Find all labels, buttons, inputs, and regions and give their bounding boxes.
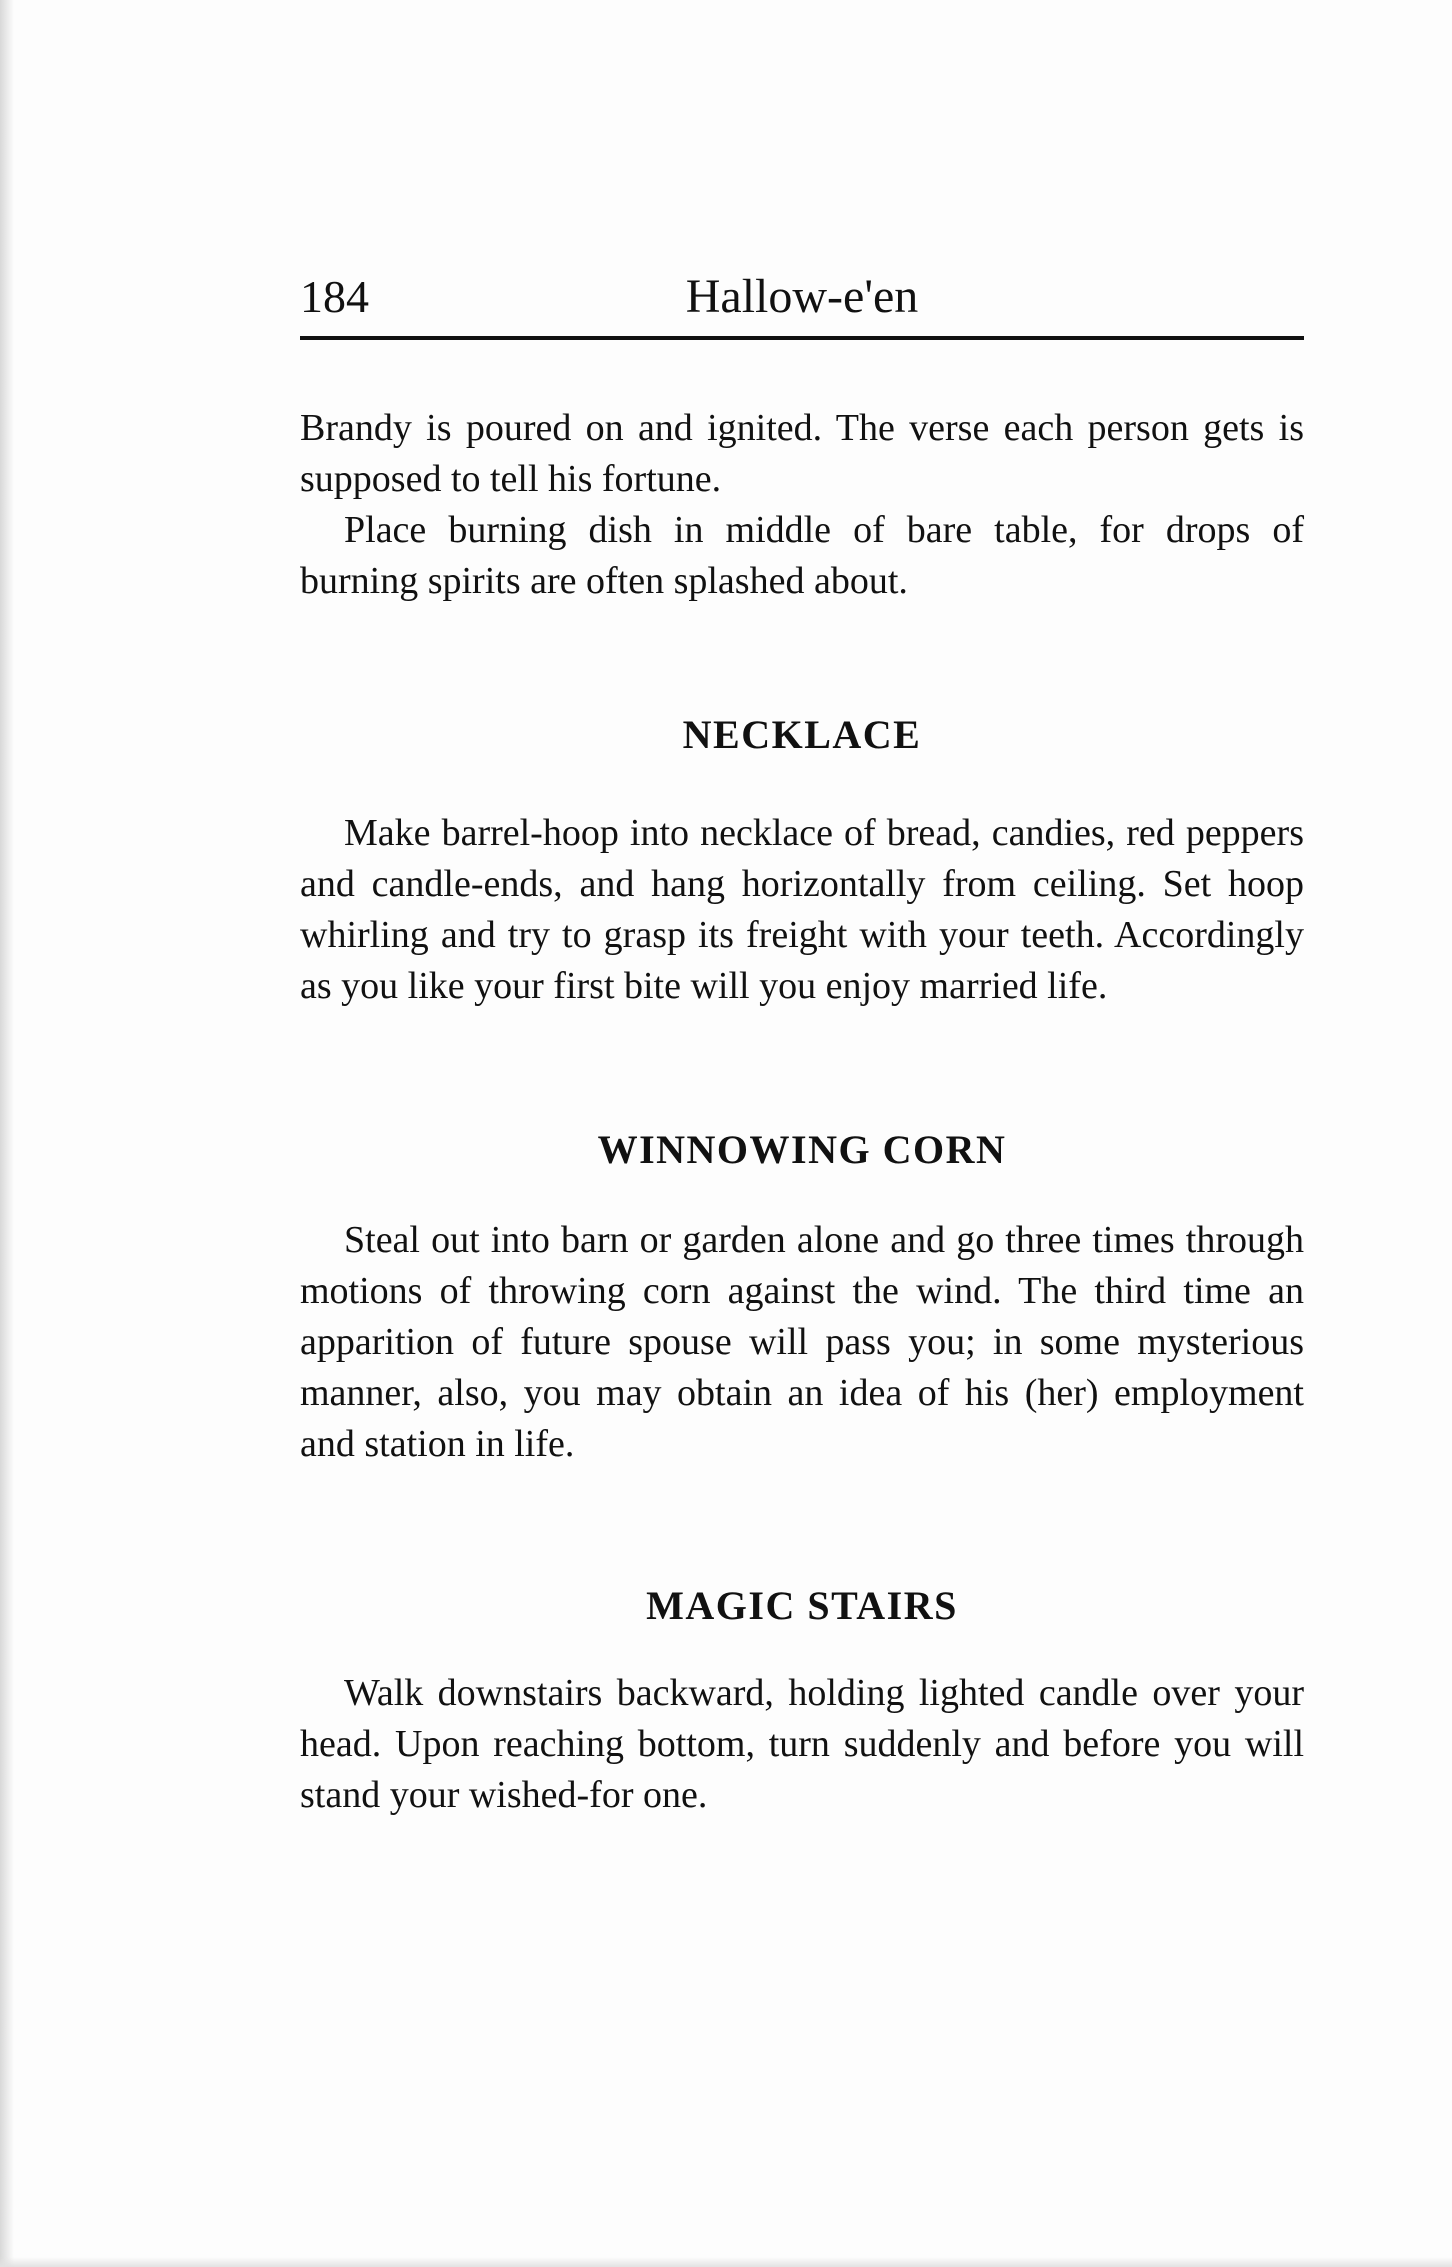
scan-edge-shadow: [0, 0, 14, 2267]
running-title: Hallow-e'en: [685, 270, 919, 323]
section-heading-winnowing-corn: WINNOWING CORN: [597, 1127, 1007, 1172]
magic-stairs-paragraph: Walk downstairs backward, holding lighted candle over your head. Upon reaching bottom, turn suddenly and before you will stand your wished-for one.: [300, 1672, 1304, 1816]
scan-bottom-shadow: [0, 2257, 1452, 2267]
winnowing-corn-paragraph: Steal out into barn or garden alone and go three times through motions of throwing corn against the wind. The third time an apparition of future spouse will pass you; in some mysterious manner, also, you may obtain an idea of his (her) employment and station in life.: [300, 1219, 1304, 1465]
necklace-paragraph: Make barrel-hoop into necklace of bread, candies, red peppers and candle-ends, and hang horizontally from ceiling. Set hoop whirling and try to grasp its freight with your teeth. Accordingly as you like your first bite will you enjoy married life.: [300, 812, 1304, 1007]
page-number: 184: [300, 271, 369, 322]
header-rule: [300, 336, 1304, 340]
section-heading-necklace: NECKLACE: [682, 712, 922, 757]
intro-paragraph-2: Place burning dish in middle of bare table, for drops of burning spirits are often splashed about.: [300, 509, 1304, 602]
intro-paragraph-1: Brandy is poured on and ignited. The verse each person gets is supposed to tell his fortune.: [300, 407, 1304, 500]
section-heading-magic-stairs: MAGIC STAIRS: [646, 1583, 958, 1628]
page-body: [300, 403, 1304, 1821]
running-header: [300, 262, 1304, 332]
